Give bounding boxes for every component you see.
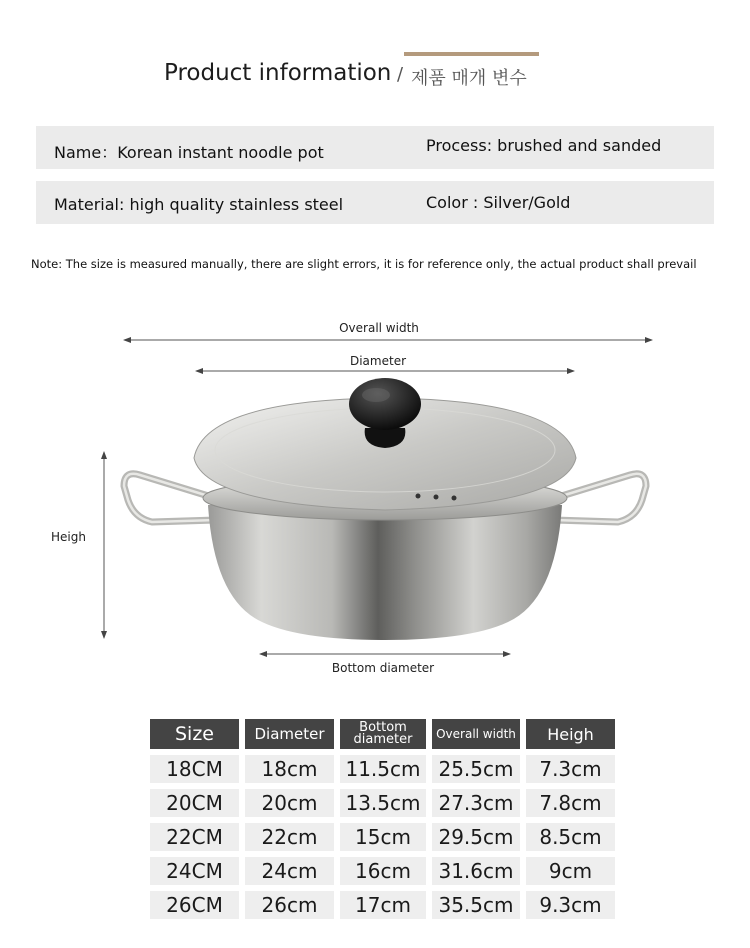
table-row [150, 755, 615, 783]
header-size: Size [150, 719, 239, 749]
product-process: Process: brushed and sanded [426, 136, 662, 155]
size-table-header-row [150, 719, 615, 749]
table-row [150, 891, 615, 919]
header-diameter: Diameter [245, 719, 334, 749]
cell-size: 20CM [150, 789, 239, 817]
page-title: Product information [164, 60, 392, 86]
cell-diameter: 26cm [245, 891, 334, 919]
header-bottom-line2: diameter [353, 732, 413, 747]
title-separator: / [397, 64, 404, 85]
table-row [150, 857, 615, 885]
steam-hole [434, 495, 439, 500]
cell-diameter: 22cm [245, 823, 334, 851]
cell-bottom-diameter: 16cm [340, 857, 426, 885]
page-title-korean: 제품 매개 변수 [411, 68, 527, 89]
cell-size: 18CM [150, 755, 239, 783]
cell-diameter: 24cm [245, 857, 334, 885]
cell-size: 22CM [150, 823, 239, 851]
cell-size: 26CM [150, 891, 239, 919]
cell-bottom-diameter: 15cm [340, 823, 426, 851]
header-bottom-line1: Bottom [359, 720, 407, 735]
product-name: Name：Korean instant noodle pot [54, 143, 324, 162]
product-material: Material: high quality stainless steel [54, 195, 344, 214]
cell-size: 24CM [150, 857, 239, 885]
steam-hole [416, 494, 421, 499]
product-color: Color : Silver/Gold [426, 193, 571, 212]
steam-hole [452, 496, 457, 501]
bottom-diameter-label: Bottom diameter [331, 661, 435, 675]
header-height: Heigh [526, 719, 615, 749]
cell-diameter: 18cm [245, 755, 334, 783]
cell-height: 8.5cm [526, 823, 615, 851]
cell-overall-width: 27.3cm [432, 789, 520, 817]
cell-overall-width: 29.5cm [432, 823, 520, 851]
cell-overall-width: 25.5cm [432, 755, 520, 783]
pot-dimension-diagram [0, 300, 750, 700]
header-accent-bar [404, 52, 539, 56]
diameter-label: Diameter [349, 354, 407, 368]
cell-diameter: 20cm [245, 789, 334, 817]
cell-height: 9cm [526, 857, 615, 885]
cell-bottom-diameter: 13.5cm [340, 789, 426, 817]
table-row [150, 823, 615, 851]
table-row [150, 789, 615, 817]
cell-height: 7.3cm [526, 755, 615, 783]
header-overall-width: Overall width [432, 719, 520, 749]
header-bottom-diameter [340, 719, 426, 749]
info-row-1 [36, 126, 714, 169]
overall-width-label: Overall width [339, 321, 419, 335]
cell-overall-width: 31.6cm [432, 857, 520, 885]
info-row-2 [36, 181, 714, 224]
cell-height: 7.8cm [526, 789, 615, 817]
height-label: Heigh [51, 530, 86, 544]
measurement-note: Note: The size is measured manually, there are slight errors, it is for reference only, the actual product shall prevail [31, 257, 697, 271]
cell-bottom-diameter: 11.5cm [340, 755, 426, 783]
size-table [144, 713, 621, 925]
cell-bottom-diameter: 17cm [340, 891, 426, 919]
cell-height: 9.3cm [526, 891, 615, 919]
cell-overall-width: 35.5cm [432, 891, 520, 919]
pot-body [208, 505, 562, 640]
